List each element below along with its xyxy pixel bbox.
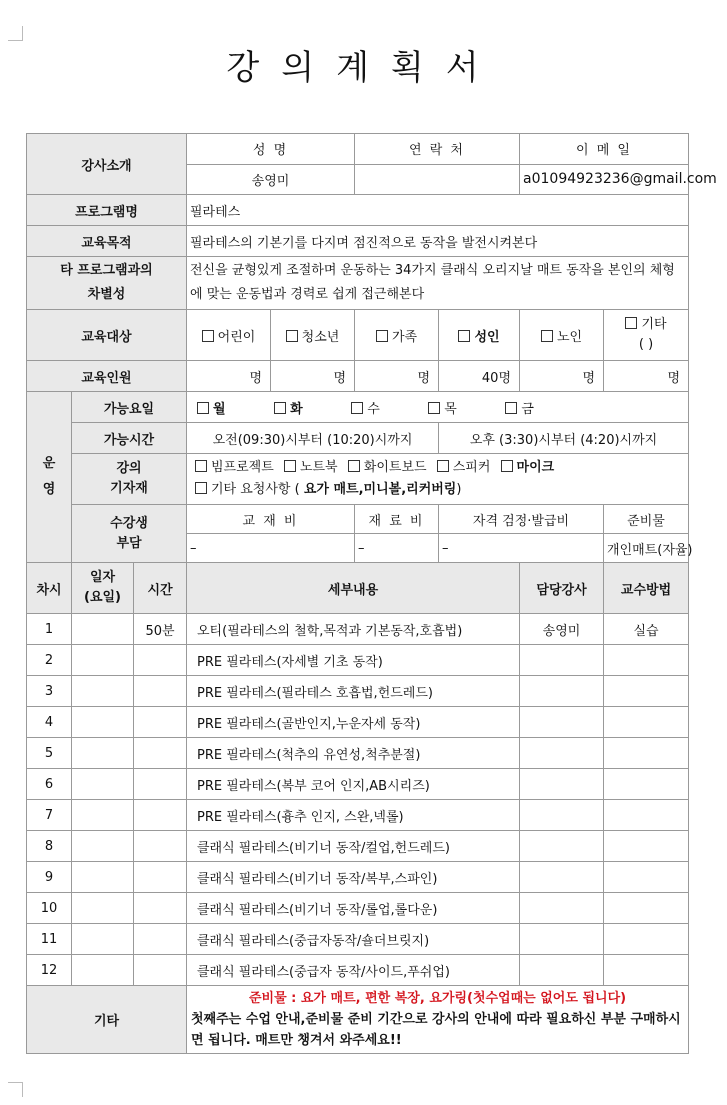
teacher-header: 담당강사 [520, 563, 604, 614]
session-method [604, 862, 689, 893]
session-number: 3 [27, 676, 72, 707]
day-fri[interactable]: 금 [505, 398, 534, 417]
time-am: 오전(09:30)시부터 (10:20)시까지 [187, 423, 439, 454]
session-number: 8 [27, 831, 72, 862]
target-option-family[interactable]: 가족 [355, 310, 439, 361]
count-other: 명 [604, 361, 689, 392]
contact-header: 연 락 처 [355, 134, 520, 165]
equipment-row [27, 454, 689, 505]
cost-header-supplies: 준비물 [604, 505, 689, 534]
session-method [604, 676, 689, 707]
session-date [72, 676, 134, 707]
equip-other-value: 요가 매트,미니볼,리커버링 [303, 482, 457, 497]
target-label: 교육대상 [27, 310, 187, 361]
equip-whiteboard[interactable]: 화이트보드 [348, 457, 427, 479]
schedule-row [27, 614, 689, 645]
session-method [604, 800, 689, 831]
session-method [604, 924, 689, 955]
session-content: 클래식 필라테스(중급자동작/숄더브릿지) [187, 924, 520, 955]
checkbox-icon [458, 330, 470, 342]
session-teacher [520, 831, 604, 862]
cost-material: – [355, 534, 439, 563]
cost-header-cert: 자격 검정·발급비 [439, 505, 604, 534]
program-row [27, 195, 689, 226]
time-header: 시간 [134, 563, 187, 614]
method-header: 교수방법 [604, 563, 689, 614]
session-time [134, 769, 187, 800]
etc-notes [187, 986, 689, 1054]
page-title: 강의계획서 [226, 48, 501, 88]
schedule-row [27, 738, 689, 769]
session-date [72, 924, 134, 955]
schedule-row [27, 862, 689, 893]
session-number: 12 [27, 955, 72, 986]
session-teacher [520, 769, 604, 800]
session-method [604, 955, 689, 986]
session-time [134, 831, 187, 862]
session-method [604, 769, 689, 800]
session-time [134, 800, 187, 831]
count-family: 명 [355, 361, 439, 392]
checkbox-icon [284, 460, 296, 472]
session-method: 실습 [604, 614, 689, 645]
count-adult: 40명 [439, 361, 520, 392]
difference-value: 전신을 균형있게 조절하며 운동하는 34가지 클래식 오리지날 매트 동작을 본인의 체형에 맞는 운동법과 경력로 쉽게 접근해본다 [187, 257, 689, 310]
session-time [134, 645, 187, 676]
page-corner-mark-top [8, 26, 23, 41]
cost-header-material: 재 료 비 [355, 505, 439, 534]
session-time [134, 893, 187, 924]
schedule-row [27, 769, 689, 800]
checkbox-icon [505, 402, 517, 414]
etc-note: 첫째주는 수업 안내,준비물 준비 기간으로 강사의 안내에 따라 필요하신 부분 구매하시면 됩니다. 매트만 챙겨서 와주세요!! [191, 1012, 681, 1048]
session-content: 클래식 필라테스(비기너 동작/롤업,롤다운) [187, 893, 520, 924]
session-content: PRE 필라테스(필라테스 호흡법,헌드레드) [187, 676, 520, 707]
session-method [604, 707, 689, 738]
count-label: 교육인원 [27, 361, 187, 392]
checkbox-icon [197, 402, 209, 414]
session-number: 4 [27, 707, 72, 738]
session-date [72, 707, 134, 738]
cost-supplies: 개인매트(자율) [604, 534, 689, 563]
cost-header-row [27, 505, 689, 534]
day-tue[interactable]: 화 [274, 398, 303, 417]
session-content: PRE 필라테스(척추의 유연성,척추분절) [187, 738, 520, 769]
session-teacher [520, 955, 604, 986]
session-date [72, 955, 134, 986]
schedule-row [27, 924, 689, 955]
schedule-row [27, 707, 689, 738]
session-teacher [520, 645, 604, 676]
session-method [604, 738, 689, 769]
session-number: 11 [27, 924, 72, 955]
session-time: 50분 [134, 614, 187, 645]
equipment-options [187, 454, 689, 505]
days-label: 가능요일 [72, 392, 187, 423]
equipment-label: 강의 기자재 [72, 454, 187, 505]
session-number: 7 [27, 800, 72, 831]
session-number: 6 [27, 769, 72, 800]
session-teacher [520, 707, 604, 738]
session-date [72, 862, 134, 893]
schedule-rows [27, 614, 689, 986]
cost-textbook: – [187, 534, 355, 563]
operation-label: 운 영 [27, 392, 72, 563]
session-teacher [520, 800, 604, 831]
checkbox-icon [286, 330, 298, 342]
etc-label: 기타 [27, 986, 187, 1054]
session-date [72, 614, 134, 645]
equip-other[interactable]: 기타 요청사항 ( 요가 매트,미니볼,리커버링) [195, 479, 685, 501]
count-child: 명 [187, 361, 271, 392]
goal-label: 교육목적 [27, 226, 187, 257]
difference-label [27, 257, 187, 310]
page-corner-mark-bottom [8, 1082, 23, 1097]
equip-microphone[interactable]: 마이크 [501, 457, 555, 479]
session-teacher [520, 924, 604, 955]
checkbox-icon [541, 330, 553, 342]
checkbox-icon [274, 402, 286, 414]
target-other-blank: ( ) [638, 337, 654, 352]
session-number: 2 [27, 645, 72, 676]
instructor-email: a01094923236@gmail.com [520, 164, 689, 195]
checkbox-icon [202, 330, 214, 342]
schedule-row [27, 955, 689, 986]
session-method [604, 645, 689, 676]
etc-row [27, 986, 689, 1054]
day-mon[interactable]: 월 [197, 398, 226, 417]
time-row [27, 423, 689, 454]
session-number: 5 [27, 738, 72, 769]
equip-projector[interactable]: 빔프로젝트 [195, 457, 274, 479]
session-date [72, 831, 134, 862]
session-header: 차시 [27, 563, 72, 614]
schedule-row [27, 893, 689, 924]
target-option-adult[interactable]: 성인 [439, 310, 520, 361]
session-teacher [520, 676, 604, 707]
cost-header-textbook: 교 재 비 [187, 505, 355, 534]
content-header: 세부내용 [187, 563, 520, 614]
equip-speaker[interactable]: 스피커 [437, 457, 491, 479]
session-date [72, 645, 134, 676]
checkbox-icon [501, 460, 513, 472]
session-number: 1 [27, 614, 72, 645]
schedule-row [27, 800, 689, 831]
session-date [72, 893, 134, 924]
difference-label-line1: 타 프로그램과의 [60, 263, 153, 278]
days-options [187, 392, 689, 423]
instructor-header-row [27, 134, 689, 165]
session-number: 10 [27, 893, 72, 924]
schedule-header-row [27, 563, 689, 614]
session-date [72, 738, 134, 769]
instructor-name: 송영미 [187, 164, 355, 195]
target-option-child[interactable]: 어린이 [187, 310, 271, 361]
schedule-row [27, 645, 689, 676]
program-label: 프로그램명 [27, 195, 187, 226]
session-content: 오티(필라테스의 철학,목적과 기본동작,호흡법) [187, 614, 520, 645]
session-teacher: 송영미 [520, 614, 604, 645]
cost-label: 수강생 부담 [72, 505, 187, 563]
session-content: PRE 필라테스(흉추 인지, 스완,넥롤) [187, 800, 520, 831]
session-content: PRE 필라테스(복부 코어 인지,AB시리즈) [187, 769, 520, 800]
session-content: PRE 필라테스(자세별 기초 동작) [187, 645, 520, 676]
instructor-contact [355, 164, 520, 195]
target-option-senior[interactable]: 노인 [520, 310, 604, 361]
session-content: PRE 필라테스(골반인지,누운자세 동작) [187, 707, 520, 738]
session-time [134, 738, 187, 769]
checkbox-icon [348, 460, 360, 472]
date-header: 일자 (요일) [72, 563, 134, 614]
session-content: 클래식 필라테스(중급자 동작/사이드,푸쉬업) [187, 955, 520, 986]
count-row [27, 361, 689, 392]
etc-red-note: 준비물 : 요가 매트, 편한 복장, 요가링(첫수업때는 없어도 됩니다) [248, 991, 627, 1006]
day-wed[interactable]: 수 [351, 398, 380, 417]
session-teacher [520, 862, 604, 893]
time-label: 가능시간 [72, 423, 187, 454]
target-option-youth[interactable]: 청소년 [271, 310, 355, 361]
count-youth: 명 [271, 361, 355, 392]
target-row [27, 310, 689, 361]
goal-row [27, 226, 689, 257]
program-value: 필라테스 [187, 195, 689, 226]
session-number: 9 [27, 862, 72, 893]
day-thu[interactable]: 목 [428, 398, 457, 417]
equip-laptop[interactable]: 노트북 [284, 457, 338, 479]
difference-label-line2: 차별성 [87, 287, 126, 302]
checkbox-icon [625, 317, 637, 329]
time-pm: 오후 (3:30)시부터 (4:20)시까지 [439, 423, 689, 454]
schedule-row [27, 831, 689, 862]
checkbox-icon [195, 482, 207, 494]
session-time [134, 862, 187, 893]
cost-cert: – [439, 534, 604, 563]
session-method [604, 831, 689, 862]
email-header: 이 메 일 [520, 134, 689, 165]
instructor-label: 강사소개 [27, 134, 187, 195]
session-date [72, 800, 134, 831]
schedule-row [27, 676, 689, 707]
name-header: 성 명 [187, 134, 355, 165]
session-time [134, 707, 187, 738]
session-teacher [520, 738, 604, 769]
difference-row [27, 257, 689, 310]
goal-value: 필라테스의 기본기를 다지며 점진적으로 동작을 발전시켜본다 [187, 226, 689, 257]
checkbox-icon [351, 402, 363, 414]
checkbox-icon [195, 460, 207, 472]
session-teacher [520, 893, 604, 924]
days-row [27, 392, 689, 423]
session-time [134, 676, 187, 707]
session-content: 클래식 필라테스(비기너 동작/복부,스파인) [187, 862, 520, 893]
lecture-plan-table [26, 133, 717, 1054]
session-content: 클래식 필라테스(비기너 동작/컬업,헌드레드) [187, 831, 520, 862]
session-method [604, 893, 689, 924]
checkbox-icon [428, 402, 440, 414]
checkbox-icon [376, 330, 388, 342]
target-option-other[interactable]: 기타 ( ) [604, 310, 689, 361]
checkbox-icon [437, 460, 449, 472]
session-time [134, 924, 187, 955]
session-time [134, 955, 187, 986]
session-date [72, 769, 134, 800]
count-senior: 명 [520, 361, 604, 392]
